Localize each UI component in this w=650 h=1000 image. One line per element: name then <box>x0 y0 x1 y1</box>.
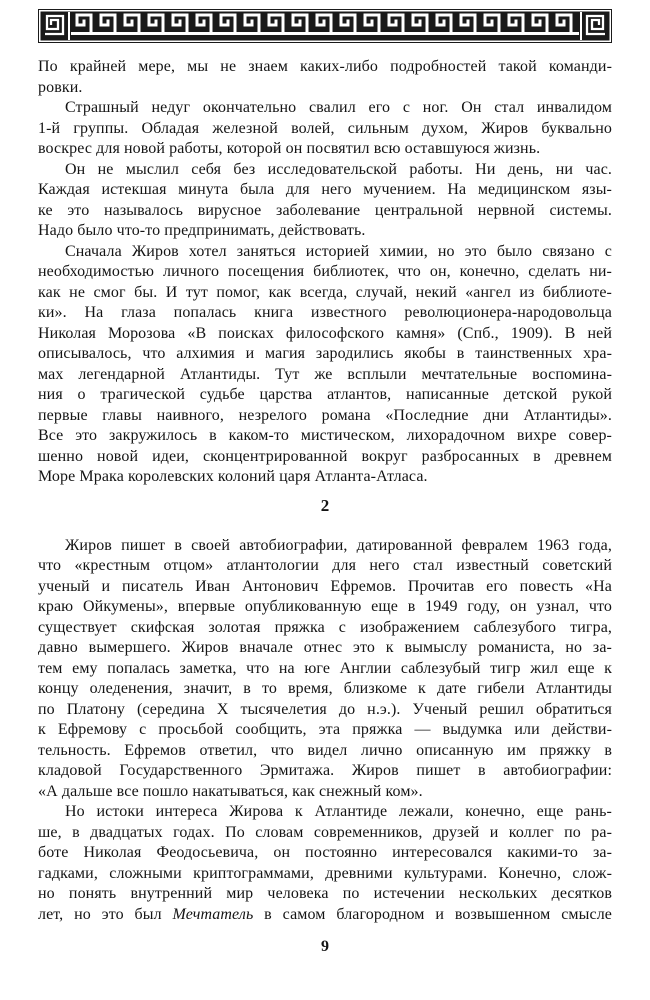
text-line: шенно новой идеи, сконцентрированной вокруг разбросанных в древнем <box>38 447 612 465</box>
text-line: Море Мрака королевских колоний царя Атланта-Атласа. <box>38 468 428 485</box>
text-line: необходимостью личного посещения библиотек, что он, конечно, сделать ни- <box>38 263 612 280</box>
text-line: но понять внутренний мир человека по истечении нескольких десятков <box>38 885 612 902</box>
text-line: ке это называлось вирусное заболевание центральной нервной системы. <box>38 201 612 219</box>
text-line: гадками, сложными криптограммами, древними культурами. Конечно, слож- <box>38 864 612 882</box>
text-line: ровки. <box>38 78 83 96</box>
text-segment: в самом благородном и возвышенном смысле <box>253 905 612 923</box>
text-line: боте Николая Феодосьевича, он постоянно интересовался какими-то за- <box>38 844 612 861</box>
text-line: Он не мыслил себя без исследовательской работы. Ни день, ни час. <box>65 160 612 178</box>
text-line: краю Ойкумены», впервые опубликованную еще в 1949 году, он узнал, что <box>38 598 612 615</box>
text-line: Все это закружилось в каком-то мистическом, лихорадочном вихре совер- <box>38 427 612 444</box>
text-line: «А дальше все пошло накатываться, как снежный ком». <box>38 782 423 800</box>
greek-key-border <box>38 9 612 43</box>
text-line: Сначала Жиров хотел заняться историей химии, но это было связано с <box>65 242 612 260</box>
text-line: тем ему попалась заметка, что на юге Англии саблезубый тигр жил еще к <box>38 659 612 677</box>
page-number: 9 <box>321 938 329 955</box>
italic-word: Мечтатель <box>172 905 254 923</box>
text-block <box>38 57 612 925</box>
text-line: Надо было что-то предпринимать, действовать. <box>38 222 366 239</box>
text-segment: лет, но это был <box>38 905 173 923</box>
text-line: ученый и писатель Иван Антонович Ефремов. Прочитав его повесть «На <box>38 577 612 595</box>
text-line: ше, в двадцатых годах. По словам современников, друзей и коллег по ра- <box>38 823 612 841</box>
text-line: что «крестным отцом» атлантологии для него стал известный советский <box>38 557 612 574</box>
text-line: как не смог бы. И тут помог, как всегда, случай, некий «ангел из библиоте- <box>38 283 612 301</box>
text-line: концу оледенения, значит, в то время, близкоме к дате гибели Атлантиды <box>38 680 612 697</box>
text-line: ки». На глаза попалась книга известного революционера-народовольца <box>38 304 612 321</box>
text-line: существует скифская золотая пряжка с изображением саблезубого тигра, <box>38 618 612 636</box>
text-line: мах легендарной Атлантиды. Тут же всплыли мечтательные воспомина- <box>38 365 612 383</box>
text-line: кладовой Государственного Эрмитажа. Жиров пишет в автобиографии: <box>38 762 612 779</box>
text-line: давно вымершего. Жиров вначале отнес это к вымыслу романиста, но за- <box>38 639 612 656</box>
text-line: ния о трагической судьбе царства атлантов, написанные детской рукой <box>38 386 612 403</box>
text-line: Но истоки интереса Жирова к Атлантиде лежали, конечно, еще рань- <box>65 803 612 820</box>
text-line: первые главы наивного, незрелого романа «Последние дни Атлантиды». <box>38 406 612 424</box>
text-line: по Платону (середина X тысячелетия до н.э.). Ученый решил обратиться <box>38 700 612 718</box>
text-line: описывалось, что алхимия и магия зародились якобы в таинственных хра- <box>38 345 612 362</box>
text-line: 1-й группы. Обладая железной волей, сильным духом, Жиров буквально <box>38 119 612 137</box>
text-line <box>38 905 612 926</box>
section-number: 2 <box>320 495 330 515</box>
text-line: воскрес для новой работы, которой он посвятил всю оставшуюся жизнь. <box>38 140 541 157</box>
text-line: Каждая истекшая минута была для него мучением. На медицинском язы- <box>38 181 612 198</box>
text-line: Страшный недуг окончательно свалил его с ног. Он стал инвалидом <box>65 99 612 116</box>
text-line: к Ефремову с просьбой сообщить, эта пряжка — выдумка или действи- <box>38 721 612 738</box>
text-line: Жиров пишет в своей автобиографии, датированной февралем 1963 года, <box>65 536 612 554</box>
text-line: тельность. Ефремов ответил, что видел лично описанную им пряжку в <box>38 741 612 759</box>
text-line: Николая Морозова «В поисках философского камня» (Спб., 1909). В ней <box>38 324 612 342</box>
text-line: По крайней мере, мы не знаем каких-либо подробностей такой команди- <box>38 58 612 75</box>
